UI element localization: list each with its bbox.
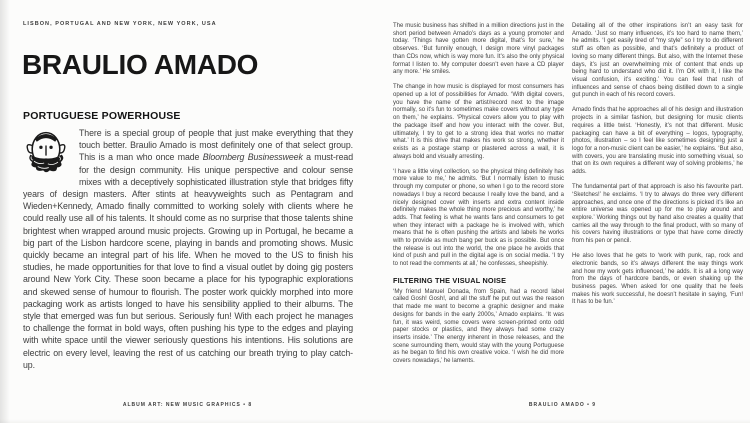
article-column-2 xyxy=(572,23,743,314)
article-paragraph: Amado finds that he approaches all of his design and illustration projects in a similar fashion, but designing for music clients requires a little twist. ‘Honestly, it’s not that different. Music packaging can have a bit of everything – logos, typography, photos, illustration – so I feel like sometimes designing just a logo for a non-music client can be easier,’ he explains. ‘But also, with covers, you are translating music into something visual, so that on its own requires a different way of solving problems,’ he adds. xyxy=(572,107,743,176)
page-title: BRAULIO AMADO xyxy=(22,49,259,80)
intro-text-part2: a must-read for the design community. His unique perspective and colour sense mixes with a deceptively sophisticated illustration style that bridges fifty years of design masters. After stints at heavyweights such as Pentagram and Wieden+Kennedy, Amado finally committed to working solely with clients where he could really use all of his talents. It should come as no surprise that those talents shine brightest when wrapped around music projects. Growing up in Portugal, he became a big part of the Lisbon hardcore scene, playing in bands and promoting shows. Music quickly became an integral part of his life. When he moved to the US to finish his studies, he made opportunities for that love to find a visual outlet by doing gig posters around New York City. These soon became a place for his typographic explorations and skewed sense of humour to flourish. The poster work quickly morphed into more packaging work as artists longed to have his sensibility applied to their albums. The style that emerged was fun but serious. Seriously fun! With each project he manages to challenge the format in bold ways, often pushing his type to the edges and playing with white space until the viewer seriously questions his intentions. His solutions are electric on every level, leaving the rest of us catching our breath trying to play catch-up. xyxy=(23,152,353,370)
article-paragraph: The fundamental part of that approach is also his favourite part. ‘Sketches!’ he exclaims. ‘I try to always do three very different approaches, and once one of the directions is picked it’s like an entire universe was opened up for me to play around and explore.’ Working things out by hand also creates a quality that carries all the way through to the final product, with so many of his covers having illustrations or type that have come directly from his pen or pencil. xyxy=(572,184,743,245)
article-paragraph: Detailing all of the other inspirations isn’t an easy task for Amado. ‘Just so many influences, it’s too hard to name them,’ he admits. ‘I get easily tired of “my style” so I try to do different stuff as often as possible, and that’s definitely a product of loving so many different things. But also, with the Internet these days, it’s just an overwhelming mix of content that ends up being hard to understand who did it. I’m OK with it, I like the visual confusion, it’s exciting.’ You can feel that rush of influences and sense of chaos being distilled down to a single gut punch in each of his record covers. xyxy=(572,23,743,99)
article-paragraph: The music business has shifted in a million directions just in the short period between Amado’s days as a young promoter and today. ‘Things have gotten more digital, that’s for sure,’ he observes. ‘But funnily enough, I design more vinyl packages than CDs now, which is way more fun. It’s also the only physical format I listen to. My computer doesn’t even have a CD player any more.’ He smiles. xyxy=(393,23,564,76)
article-paragraph: ‘I have a little vinyl collection, so the physical thing definitely has more value to me,’ he admits. ‘But I normally listen to music through my computer or phone, so when I go to the record store nowadays I buy a record because I really love the band, and a nicely designed cover with inserts and extra content inside definitely makes the whole thing more precious and worthy,’ he adds. That feeling is what he wants fans and consumers to get when they interact with a package he is involved with, which means that he is often pushing the artists and labels he works with to provide as much bang per buck as is possible. But once the release is out into the world, the one place he avoids that kind of push and pull in the digital age is on social media. ‘I try to not read the comments at all,’ he confesses, sheepishly. xyxy=(393,168,564,268)
right-page-footer: BRAULIO AMADO • 9 xyxy=(528,402,597,408)
intro-text-italic: Bloomberg Businessweek xyxy=(202,152,303,163)
intro-text-part1: There is a special group of people that just make everything that they touch better. Braulio Amado is most definitely one of that select group. This is a man who once made xyxy=(79,128,353,163)
article-paragraph: ‘My friend Manuel Donada, from Spain, had a record label called Gosh! Gosh!, and all the stuff he put out was the reason that made me want to become a graphic designer and make designs for bands in the early 2000s,’ Amado explains. ‘It was fun, it was weird, some covers were screen-printed onto odd paper stocks or plastics, and they always had some crazy inserts inside.’ The energy inherent in those releases, and the scene surrounding them, would stay with the young Portuguese as he began to find his own creative voice. ‘I wish he did more covers nowadays,’ he laments. xyxy=(393,288,564,365)
article-paragraph: He also loves that he gets to ‘work with punk, rap, rock and electronic bands, so it’s always different the way things work and how my work gets influenced,’ he adds. It is all a long way from the days of hardcore bands, or even shaking up the business pages. When asked for one quality that he feels makes his work successful, he doesn’t hesitate in saying, ‘Fun! It has to be fun.’ xyxy=(572,253,743,306)
location-eyebrow: LISBON, PORTUGAL AND NEW YORK, NEW YORK, USA xyxy=(23,21,217,27)
article-paragraph: The change in how music is displayed for most consumers has opened up a lot of possibilities for Amado. ‘With digital covers, you have the name of the artist/record next to the image normally, so it’s fun to sometimes make covers without any type on them,’ he explains. ‘Physical covers allow you to play with the package itself and how you interact with the cover. But, ultimately, I try to get to a strong idea that works no matter what.’ It is this drive that makes his work so strong, whether it exists as a postage stamp or plastered across a wall, it is always bold and visually arresting. xyxy=(393,84,564,160)
section-heading: PORTUGUESE POWERHOUSE xyxy=(23,110,181,122)
page-bottom-shadow xyxy=(0,419,750,423)
article-subheading: FILTERING THE VISUAL NOISE xyxy=(393,276,507,286)
intro-paragraph xyxy=(23,127,353,371)
left-page-footer: ALBUM ART: NEW MUSIC GRAPHICS • 8 xyxy=(122,402,253,408)
page-edge-shadow xyxy=(0,0,10,423)
article-column-1 xyxy=(393,23,564,373)
bearded-man-doodle-icon xyxy=(21,128,71,174)
